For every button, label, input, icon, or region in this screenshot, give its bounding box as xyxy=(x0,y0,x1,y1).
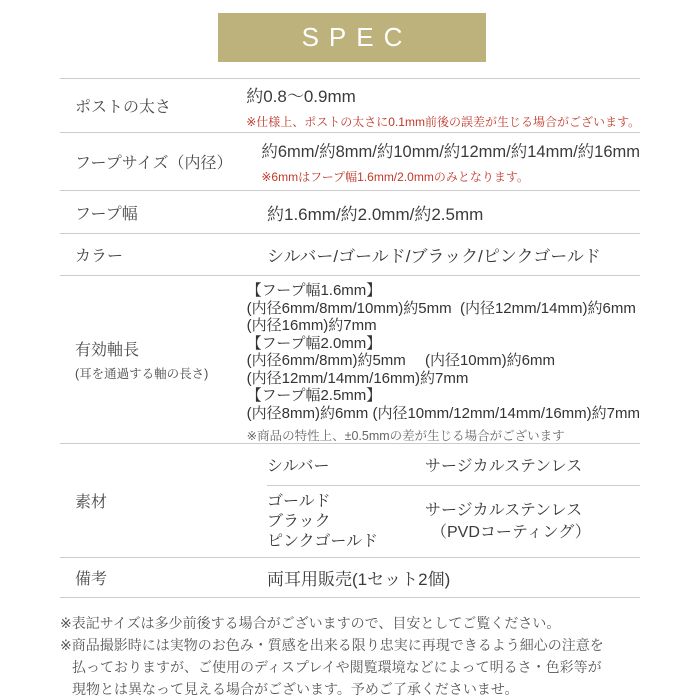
color-value-cell xyxy=(267,234,640,275)
shaft-length-label: 有効軸長 xyxy=(75,342,140,359)
spec-banner xyxy=(218,13,486,62)
material-subrow-silver xyxy=(267,444,640,486)
row-remarks xyxy=(60,557,640,598)
shaft-line: (内径16mm)約7mm xyxy=(246,317,377,334)
post-thickness-value: 約0.8〜0.9mm xyxy=(246,86,356,106)
material-label: 素材 xyxy=(75,494,108,511)
hoop-size-note: ※6mmはフープ幅1.6mm/2.0mmのみとなります。 xyxy=(261,170,529,184)
shaft-line: (内径12mm/14mm/16mm)約7mm xyxy=(246,369,469,387)
row-material xyxy=(60,443,640,557)
material-color-black: ブラック xyxy=(267,512,331,530)
material-colors-pvd xyxy=(267,492,425,552)
material-color-silver: シルバー xyxy=(267,458,330,475)
color-label: カラー xyxy=(75,248,124,265)
spec-banner-title: SPEC xyxy=(301,22,413,52)
row-color xyxy=(60,233,640,275)
remarks-value-cell xyxy=(267,558,640,597)
footer-note-display-3: 現物とは異なって見える場合がございます。予めご了承くださいませ。 xyxy=(72,681,519,697)
shaft-length-note: ※商品の特性上、±0.5mmの差が生じる場合がございます xyxy=(246,429,565,443)
row-post-thickness xyxy=(60,78,640,132)
post-thickness-note: ※仕様上、ポストの太さに0.1mm前後の誤差が生じる場合がございます。 xyxy=(246,114,640,129)
material-subrow-pvd xyxy=(267,486,640,557)
shaft-length-value-cell xyxy=(247,276,640,443)
material-color-gold: ゴールド xyxy=(267,492,331,510)
material-color-pinkgold: ピンクゴールド xyxy=(267,532,379,550)
color-value: シルバー/ゴールド/ブラック/ピンクゴールド xyxy=(267,247,601,266)
footer-notes xyxy=(60,612,660,700)
row-shaft-length xyxy=(60,275,640,443)
footer-note-display-2: 払っておりますが、ご使用のディスプレイや閲覧環境などによって明るさ・色彩等が xyxy=(72,659,602,675)
hoop-width-value: 約1.6mm/約2.0mm/約2.5mm xyxy=(267,204,484,224)
row-hoop-width xyxy=(60,190,640,233)
hoop-width-value-cell xyxy=(267,191,640,233)
material-name-pvd-line1: サージカルステンレス xyxy=(425,501,583,519)
material-name-pvd xyxy=(425,500,591,544)
post-thickness-label: ポストの太さ xyxy=(75,99,172,116)
shaft-line: (内径6mm/8mm)約5mm (内径10mm)約6mm xyxy=(246,352,555,369)
shaft-line: 【フープ幅2.5mm】 xyxy=(246,387,382,404)
shaft-line: 【フープ幅1.6mm】 xyxy=(246,282,382,299)
post-thickness-value-cell xyxy=(246,79,640,132)
material-name-pvd-line2: （PVDコーティング） xyxy=(431,523,591,541)
shaft-length-label-cell xyxy=(60,276,247,443)
footer-note-size: ※表記サイズは多少前後する場合がございますので、目安としてご覧ください。 xyxy=(60,615,561,631)
hoop-size-value-cell xyxy=(261,133,640,190)
material-name-silver: サージカルステンレス xyxy=(425,458,583,475)
shaft-line: (内径6mm/8mm/10mm)約5mm (内径12mm/14mm)約6mm xyxy=(246,299,636,317)
shaft-line: (内径8mm)約6mm (内径10mm/12mm/14mm/16mm)約7mm xyxy=(246,404,640,422)
hoop-size-value: 約6mm/約8mm/約10mm/約12mm/約14mm/約16mm xyxy=(261,143,640,161)
shaft-line: 【フープ幅2.0mm】 xyxy=(246,334,382,352)
material-value-cell xyxy=(267,444,640,557)
row-hoop-size xyxy=(60,132,640,190)
hoop-size-label: フープサイズ（内径） xyxy=(75,155,233,172)
remarks-label: 備考 xyxy=(75,571,108,588)
remarks-value: 両耳用販売(1セット2個) xyxy=(267,570,451,589)
shaft-length-sublabel: (耳を通過する軸の長さ) xyxy=(75,367,209,381)
hoop-width-label: フープ幅 xyxy=(75,205,138,223)
spec-table xyxy=(60,78,640,598)
footer-note-display-1: ※商品撮影時には実物のお色み・質感を出来る限り忠実に再現できるよう細心の注意を xyxy=(60,637,604,653)
